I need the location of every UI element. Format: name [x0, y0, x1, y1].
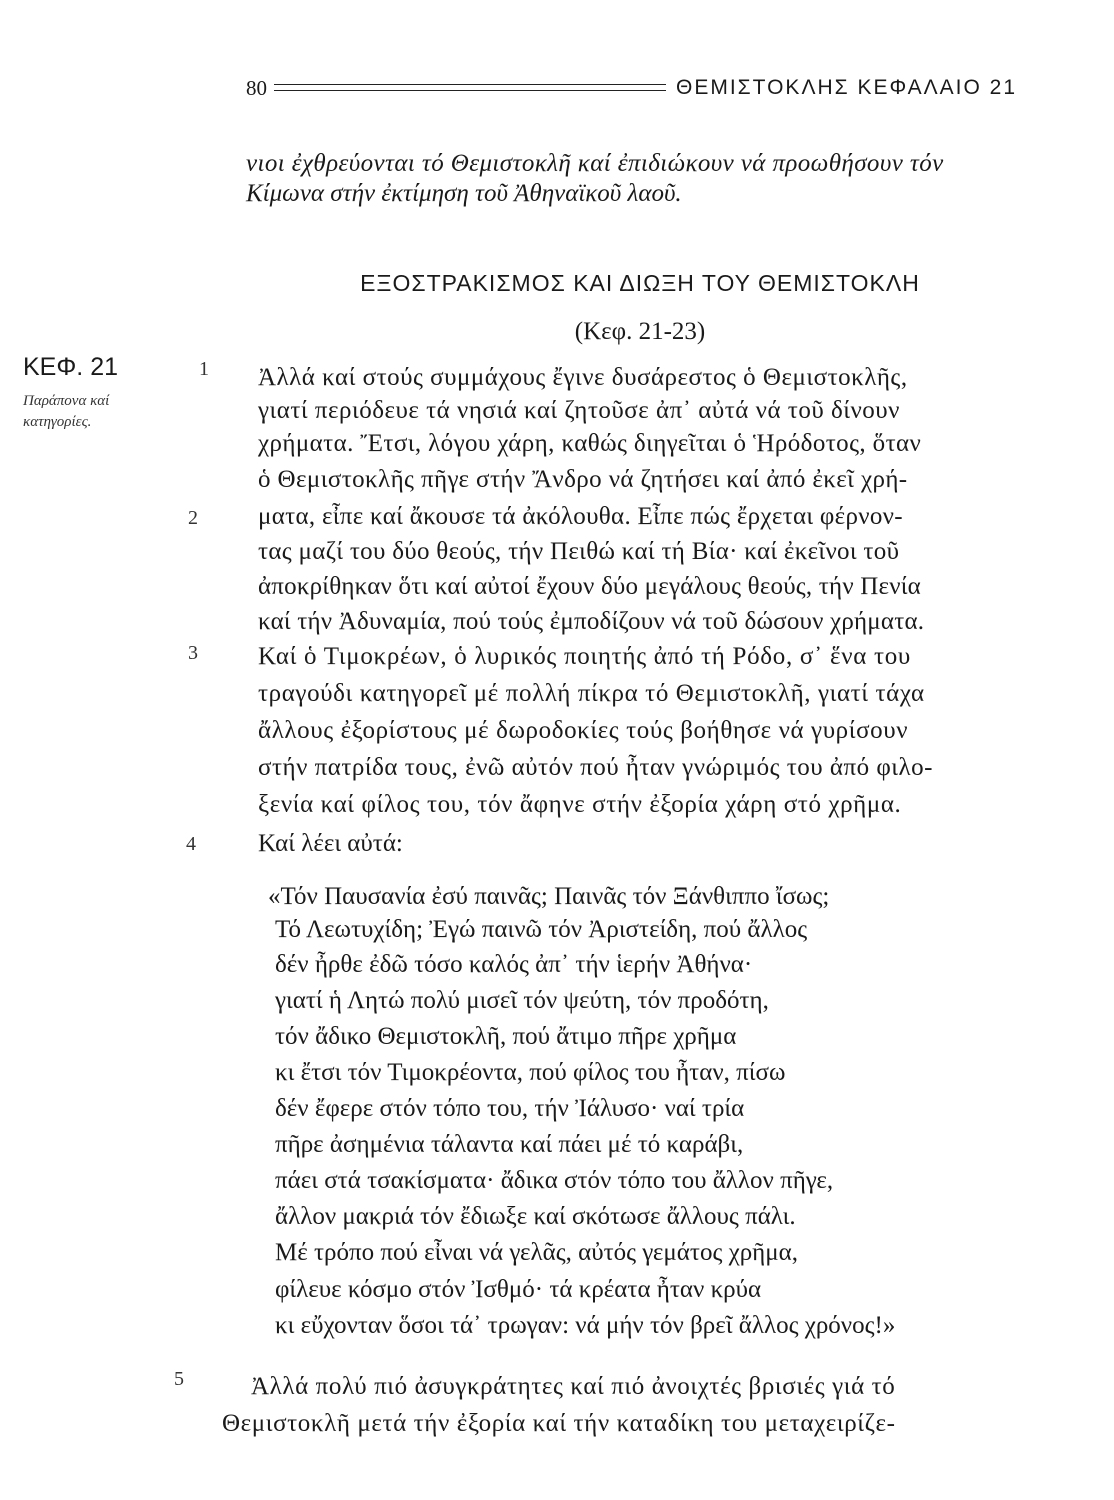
- poem-line: πῆρε ἀσημένια τάλαντα καί πάει μέ τό καράβι,: [275, 1131, 744, 1158]
- poem-line: φίλευε κόσμο στόν Ἰσθμό· τά κρέατα ἦταν κρύα: [275, 1276, 762, 1303]
- margin-note: Παράπονα καί: [23, 393, 110, 409]
- body-line: ὁ Θεμιστοκλῆς πῆγε στήν Ἄνδρο νά ζητήσει καί ἀπό ἐκεῖ χρή-: [258, 466, 908, 493]
- margin-chapter: ΚΕΦ. 21: [23, 353, 118, 381]
- section-title: ΕΞΟΣΤΡΑΚΙΣΜΟΣ ΚΑΙ ΔΙΩΞΗ ΤΟΥ ΘΕΜΙΣΤΟΚΛΗ: [360, 270, 920, 296]
- poem-line: «Τόν Παυσανία ἐσύ παινᾶς; Παινᾶς τόν Ξάνθιππο ἴσως;: [268, 883, 830, 910]
- poem-line: κι ἔτσι τόν Τιμοκρέοντα, πού φίλος του ἦταν, πίσω: [275, 1059, 786, 1086]
- body-line: Καί λέει αὐτά:: [258, 830, 403, 857]
- page-number: 80: [246, 76, 267, 100]
- paragraph-number: 2: [188, 507, 198, 529]
- paragraph-number: 3: [188, 642, 198, 664]
- poem-line: πάει στά τσακίσματα· ἄδικα στόν τόπο του ἄλλον πῆγε,: [275, 1167, 834, 1194]
- paragraph-number: 1: [199, 358, 209, 380]
- running-title: ΘΕΜΙΣΤΟΚΛΗΣ ΚΕΦΑΛΑΙΟ 21: [676, 76, 1018, 99]
- poem-line: τόν ἄδικο Θεμιστοκλῆ, πού ἄτιμο πῆρε χρῆμα: [275, 1023, 737, 1050]
- running-header: [246, 76, 1046, 106]
- intro-line: νιοι ἐχθρεύονται τό Θεμιστοκλῆ καί ἐπιδιώκουν νά προωθήσουν τόν: [246, 150, 944, 177]
- poem-line: ἄλλον μακριά τόν ἔδιωξε καί σκότωσε ἄλλους πάλι.: [275, 1203, 796, 1230]
- poem-line: Μέ τρόπο πού εἶναι νά γελᾶς, αὐτός γεμάτος χρῆμα,: [275, 1239, 798, 1266]
- margin-note: κατηγορίες.: [23, 414, 92, 430]
- body-line: Καί ὁ Τιμοκρέων, ὁ λυρικός ποιητής ἀπό τή Ρόδο, σ᾽ ἕνα του: [258, 643, 911, 670]
- intro-line: Κίμωνα στήν ἐκτίμηση τοῦ Ἀθηναϊκοῦ λαοῦ.: [246, 180, 682, 207]
- poem-line: κι εὔχονταν ὅσοι τά᾽ τρωγαν: νά μήν τόν βρεῖ ἄλλος χρόνος!»: [275, 1312, 896, 1339]
- body-line: χρήματα. Ἔτσι, λόγου χάρη, καθώς διηγεῖται ὁ Ἡρόδοτος, ὅταν: [258, 430, 922, 457]
- poem-line: γιατί ἡ Λητώ πολύ μισεῖ τόν ψεύτη, τόν προδότη,: [275, 987, 769, 1014]
- body-line: Ἀλλά καί στούς συμμάχους ἔγινε δυσάρεστος ὁ Θεμιστοκλῆς,: [258, 364, 908, 391]
- body-line: στήν πατρίδα τους, ἐνῶ αὐτόν πού ἦταν γνώριμός του ἀπό φιλο-: [258, 754, 933, 781]
- body-line: Θεμιστοκλῆ μετά τήν ἐξορία καί τήν καταδίκη του μεταχειρίζε-: [222, 1410, 896, 1437]
- paragraph-number: 5: [174, 1368, 184, 1390]
- body-line: γιατί περιόδευε τά νησιά καί ζητοῦσε ἀπ᾽ αὐτά νά τοῦ δίνουν: [258, 397, 900, 424]
- body-line: ξενία καί φίλος του, τόν ἄφηνε στήν ἐξορία χάρη στό χρῆμα.: [258, 791, 902, 818]
- header-rule: [274, 84, 666, 91]
- poem-line: δέν ἦρθε ἐδῶ τόσο καλός ἀπ᾽ τήν ἱερήν Ἀθήνα·: [275, 951, 753, 978]
- paragraph-number: 4: [186, 833, 196, 855]
- section-subtitle: (Κεφ. 21-23): [574, 318, 706, 345]
- poem-line: Τό Λεωτυχίδη; Ἐγώ παινῶ τόν Ἀριστείδη, πού ἄλλος: [275, 916, 808, 943]
- poem-line: δέν ἔφερε στόν τόπο του, τήν Ἰάλυσο· ναί τρία: [275, 1095, 745, 1122]
- body-line: ἀποκρίθηκαν ὅτι καί αὐτοί ἔχουν δύο μεγάλους θεούς, τήν Πενία: [258, 573, 921, 600]
- body-line: ἄλλους ἐξορίστους μέ δωροδοκίες τούς βοήθησε νά γυρίσουν: [258, 717, 909, 744]
- body-line: τας μαζί του δύο θεούς, τήν Πειθώ καί τή Βία· καί ἐκεῖνοι τοῦ: [258, 538, 900, 565]
- body-line: ματα, εἶπε καί ἄκουσε τά ἀκόλουθα. Εἶπε πώς ἔρχεται φέρνον-: [258, 503, 903, 530]
- body-line: Ἀλλά πολύ πιό ἀσυγκράτητες καί πιό ἀνοιχτές βρισιές γιά τό: [251, 1373, 896, 1400]
- body-line: καί τήν Ἀδυναμία, πού τούς ἐμποδίζουν νά τοῦ δώσουν χρήματα.: [258, 608, 925, 635]
- body-line: τραγούδι κατηγορεῖ μέ πολλή πίκρα τό Θεμιστοκλῆ, γιατί τάχα: [258, 680, 925, 707]
